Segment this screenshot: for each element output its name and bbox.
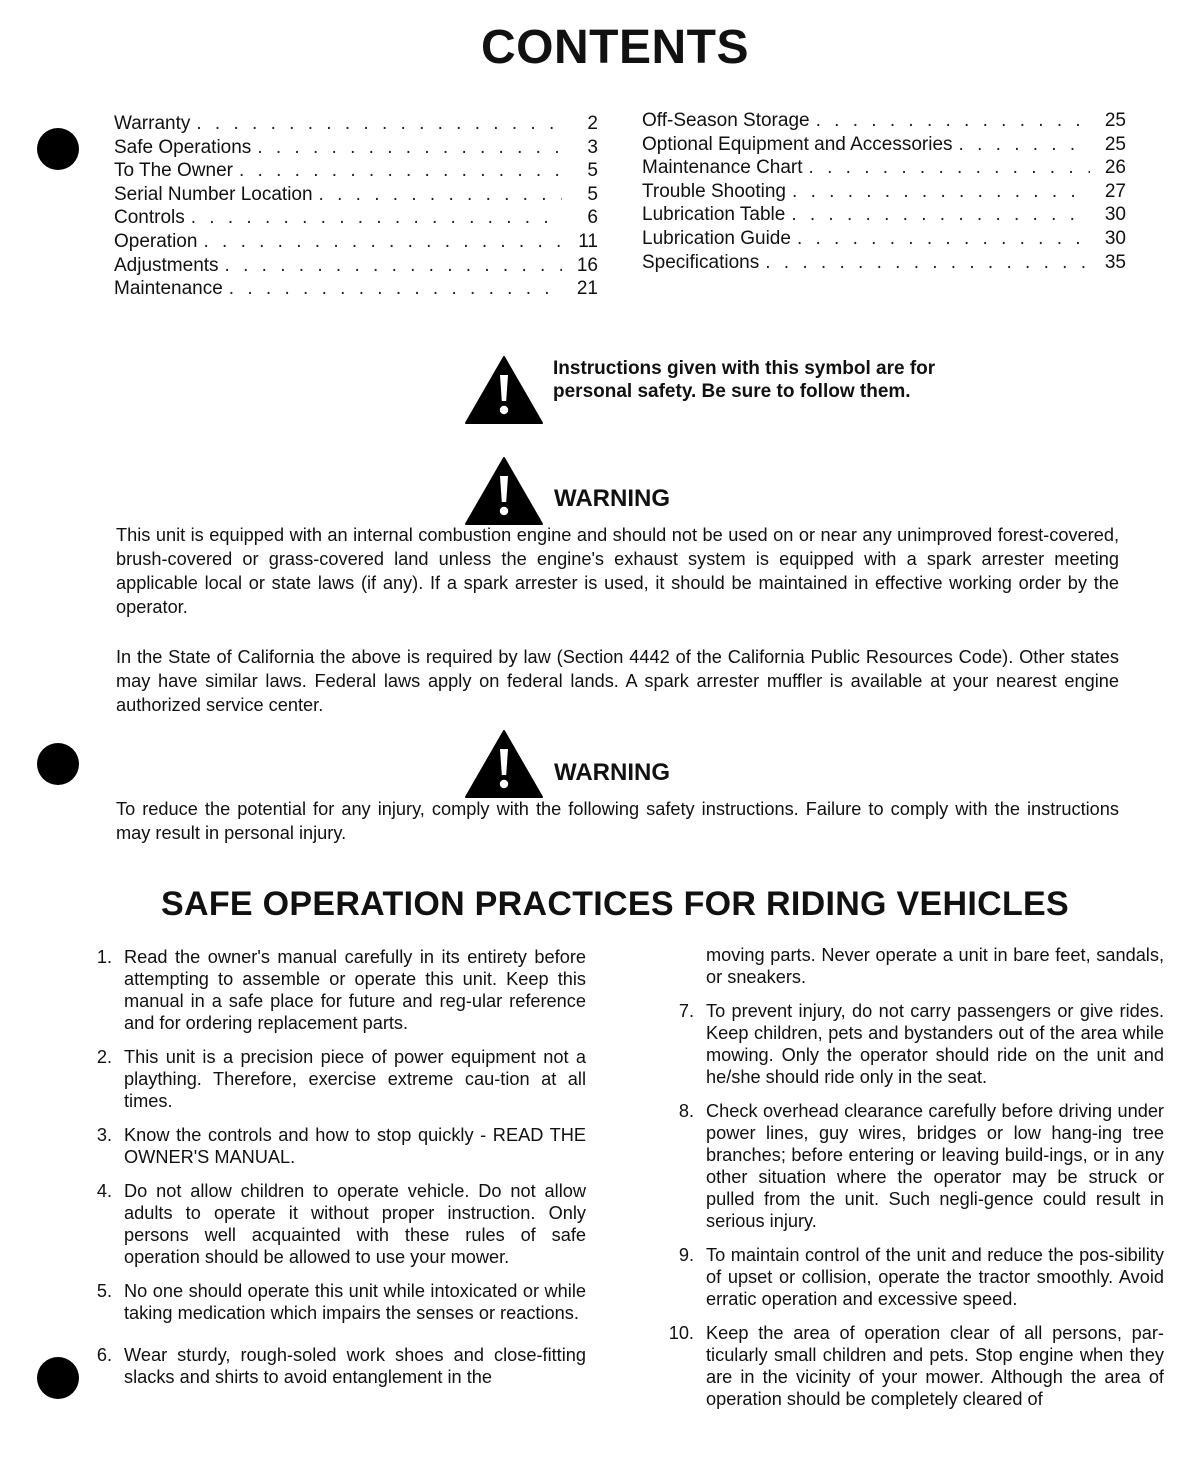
toc-entry[interactable]: Trouble Shooting . . . 27 (642, 180, 1126, 204)
list-item: 10. Keep the area of operation clear of all persons, par-ticularly small children and pets. Stop engine when they are in the vicinity of your mower. Although the area of operation should be completely cleared of (668, 1323, 1164, 1409)
warning-triangle-icon (464, 729, 544, 799)
binder-hole (37, 1357, 79, 1399)
rules-right-column (654, 944, 1164, 1422)
toc-entry[interactable]: Lubrication Table . . . 30 (642, 203, 1126, 227)
safety-symbol-note: Instructions given with this symbol are for personal safety. Be sure to follow them. (553, 358, 936, 402)
toc-entry[interactable]: Specifications . . . 35 (642, 251, 1126, 275)
toc-left-column (114, 112, 598, 301)
toc-entry[interactable]: Off-Season Storage . . . 25 (642, 109, 1126, 133)
list-item: 6. Wear sturdy, rough-soled work shoes and close-fitting slacks and shirts to avoid entanglement in the (96, 1345, 586, 1387)
list-item: 2. This unit is a precision piece of power equipment not a plaything. Therefore, exercise extreme cau-tion at all times. (96, 1047, 586, 1111)
toc-entry[interactable]: To The Owner . . . 5 (114, 159, 598, 183)
toc-entry[interactable]: Lubrication Guide . . . 30 (642, 227, 1126, 251)
toc-right-column (642, 109, 1126, 274)
toc-entry[interactable]: Serial Number Location . . . 5 (114, 183, 598, 207)
page-title: CONTENTS (481, 21, 749, 74)
warning-heading: WARNING (554, 759, 670, 786)
toc-entry[interactable]: Controls . . . 6 (114, 206, 598, 230)
warning-triangle-icon (464, 456, 544, 526)
safety-instructions-paragraph: To reduce the potential for any injury, comply with the following safety instructions. Failure to comply with the instructions may result in personal injury. (116, 799, 1119, 843)
toc-entry[interactable]: Adjustments . . . 16 (114, 254, 598, 278)
rules-left-column (84, 946, 586, 1400)
list-item: 8. Check overhead clearance carefully before driving under power lines, guy wires, bridges or low hang-ing tree branches; before entering or leaving build-ings, or in any other situation where the operator may be struck or pulled from the unit. Such negli-gence could result in serious injury. (678, 1101, 1164, 1231)
toc-entry[interactable]: Maintenance Chart . . . 26 (642, 156, 1126, 180)
toc-entry[interactable]: Warranty . . . 2 (114, 112, 598, 136)
list-item: 7. To prevent injury, do not carry passengers or give rides. Keep children, pets and bystanders out of the area while mowing. Only the operator should ride on the unit and he/she should ride only in the seat. (678, 1001, 1164, 1087)
list-item: 3. Know the controls and how to stop quickly - READ THE OWNER'S MANUAL. (96, 1125, 586, 1167)
list-item: 9. To maintain control of the unit and reduce the pos-sibility of upset or collision, operate the tractor smoothly. Avoid erratic operation and excessive speed. (678, 1245, 1164, 1309)
binder-hole (37, 128, 79, 170)
binder-hole (37, 743, 79, 785)
toc-entry[interactable]: Safe Operations . . . 3 (114, 136, 598, 160)
toc-entry[interactable]: Operation . . . 11 (114, 230, 598, 254)
california-law-paragraph: In the State of California the above is required by law (Section 4442 of the California Public Resources Code). Other states may have similar laws. Federal laws apply on federal lands. A spark arrester muffler is available at your nearest engine authorized service center. (116, 647, 1119, 715)
spark-arrester-paragraph: This unit is equipped with an internal combustion engine and should not be used on or near any unimproved forest-covered, brush-covered or grass-covered land unless the engine's exhaust system is equipped with a spark arrester meeting applicable local or state laws (if any). If a spark arrester is used, it should be maintained in effective working order by the operator. (116, 525, 1119, 617)
warning-heading: WARNING (554, 485, 670, 512)
toc-entry[interactable]: Maintenance . . . 21 (114, 277, 598, 301)
list-item: 1. Read the owner's manual carefully in its entirety before attempting to assemble or operate this unit. Keep this manual in a safe place for future and reg-ular reference and for ordering replacement parts. (96, 947, 586, 1033)
warning-triangle-icon (464, 355, 544, 425)
toc-entry[interactable]: Optional Equipment and Accessories . . . 25 (642, 133, 1126, 157)
section-title: SAFE OPERATION PRACTICES FOR RIDING VEHICLES (161, 885, 1069, 923)
list-item: 4. Do not allow children to operate vehicle. Do not allow adults to operate it without proper instruction. Only persons well acquainted with these rules of safe operation should be allowed to use your mower. (96, 1181, 586, 1267)
list-item: 5. No one should operate this unit while intoxicated or while taking medication which impairs the senses or reactions. (96, 1281, 586, 1323)
list-item-continuation: moving parts. Never operate a unit in bare feet, sandals, or sneakers. (706, 945, 1164, 987)
